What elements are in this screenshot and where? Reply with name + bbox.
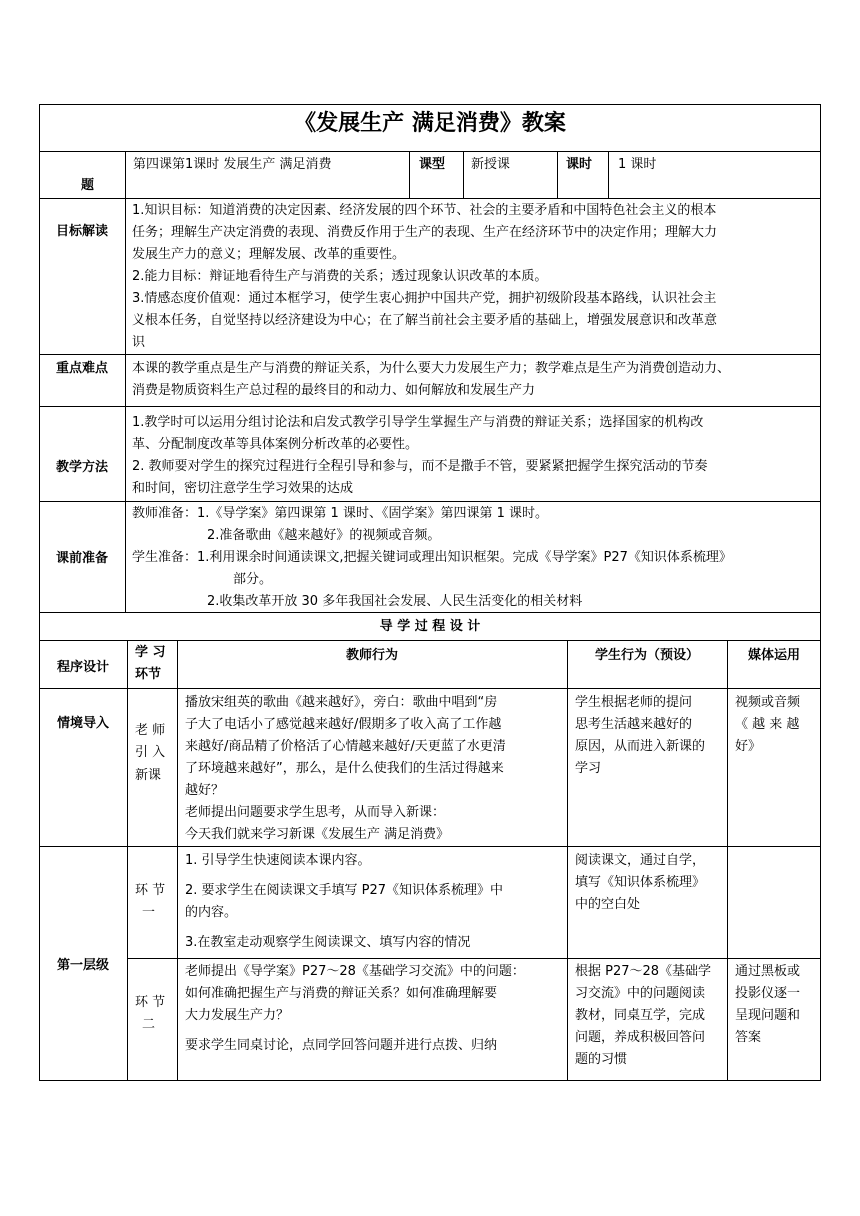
media-line: 投影仪逐一 xyxy=(735,986,801,1001)
teacher-line: 了环境越来越好”，那么，是什么使我们的生活过得越来 xyxy=(185,761,504,776)
teacher-line: 来越好/商品精了价格活了心情越来越好/天更蓝了水更清 xyxy=(185,739,506,754)
teacher-line: 老师提出《导学案》P27～28《基础学习交流》中的问题： xyxy=(185,964,525,979)
media-line: 通过黑板或 xyxy=(735,964,801,979)
column-header-design: 程序设计 xyxy=(56,660,109,675)
stage-line: 老 师 xyxy=(135,723,166,738)
divider xyxy=(409,151,410,199)
divider xyxy=(39,688,821,689)
border-bottom xyxy=(39,1080,821,1081)
teacher-line: 子大了电话小了感觉越来越好/假期多了收入高了工作越 xyxy=(185,717,502,732)
topic-label: 题 xyxy=(81,178,95,193)
divider xyxy=(39,640,821,641)
intro-design-label: 情境导入 xyxy=(56,716,109,731)
divider xyxy=(608,151,609,199)
student-line: 中的空白处 xyxy=(575,897,641,912)
column-header-media: 媒体运用 xyxy=(747,648,800,663)
stage-line: 引 入 xyxy=(135,745,166,760)
divider xyxy=(39,354,821,355)
key-points-label: 重点难点 xyxy=(55,361,108,376)
objectives-line: 发展生产力的意义；理解发展、改革的重要性。 xyxy=(132,247,406,262)
stage-line: 环 节 xyxy=(135,995,166,1010)
column-header-student: 学生行为（预设） xyxy=(594,648,699,663)
topic-value: 第四课第1课时 发展生产 满足消费 xyxy=(133,157,332,172)
student-line: 学习 xyxy=(575,761,602,776)
border-left xyxy=(39,104,40,1081)
key-points-line: 消费是物质资料生产总过程的最终目的和动力、如何解放和发展生产力 xyxy=(132,383,536,398)
divider xyxy=(39,501,821,502)
stage-line: 一 xyxy=(142,905,156,920)
column-header-stage: 学 习 xyxy=(135,645,166,660)
methods-line: 革、分配制度改革等具体案例分析改革的必要性。 xyxy=(132,437,419,452)
student-line: 思考生活越来越好的 xyxy=(575,717,693,732)
student-line: 教材，同桌互学，完成 xyxy=(575,1008,706,1023)
objectives-line: 义根本任务，自觉坚持以经济建设为中心；在了解当前社会主要矛盾的基础上，增强发展意识和改革意 xyxy=(132,313,718,328)
divider xyxy=(39,198,821,199)
teacher-line: 的内容。 xyxy=(185,905,238,920)
media-line: 呈现问题和 xyxy=(735,1008,801,1023)
divider xyxy=(39,406,821,407)
prep-line: 部分。 xyxy=(233,572,273,587)
divider xyxy=(727,640,728,1081)
methods-line: 1.教学时可以运用分组讨论法和启发式教学引导学生掌握生产与消费的辩证关系；选择国家的机构改 xyxy=(132,415,704,430)
objectives-line: 识 xyxy=(132,335,146,350)
teacher-line: 老师提出问题要求学生思考，从而导入新课： xyxy=(185,805,446,820)
prep-line: 2.收集改革开放 30 多年我国社会发展、人民生活变化的相关材料 xyxy=(207,594,583,609)
divider xyxy=(567,640,568,1081)
objectives-label: 目标解读 xyxy=(55,224,108,239)
column-header-teacher: 教师行为 xyxy=(345,648,398,663)
media-line: 好》 xyxy=(735,739,762,754)
objectives-line: 任务；理解生产决定消费的表现、消费反作用于生产的表现、生产在经济环节中的决定作用；理解大力 xyxy=(132,225,718,240)
student-line: 填写《知识体系梳理》 xyxy=(575,875,706,890)
teacher-line: 要求学生同桌讨论，点同学回答问题并进行点拨、归纳 xyxy=(185,1038,498,1053)
methods-label: 教学方法 xyxy=(55,460,108,475)
level1-design-label: 第一层级 xyxy=(56,958,109,973)
teacher-line: 如何准确把握生产与消费的辩证关系？如何准确理解要 xyxy=(185,986,498,1001)
prep-label: 课前准备 xyxy=(55,551,108,566)
teacher-line: 播放宋组英的歌曲《越来越好》，旁白：歌曲中唱到“房 xyxy=(185,695,498,710)
hours-value: 1 课时 xyxy=(618,157,657,172)
objectives-line: 3.情感态度价值观：通过本框学习，使学生衷心拥护中国共产党，拥护初级阶段基本路线，认识社会主 xyxy=(132,291,717,306)
stage-line: 环 节 xyxy=(135,883,166,898)
border-top xyxy=(39,104,821,105)
process-title: 导 学 过 程 设 计 xyxy=(379,619,481,634)
hours-label: 课时 xyxy=(566,157,593,172)
divider xyxy=(127,958,821,959)
teacher-line: 1. 引导学生快速阅读本课内容。 xyxy=(185,853,371,868)
student-line: 根据 P27～28《基础学 xyxy=(575,964,712,979)
divider xyxy=(125,151,126,613)
teacher-line: 越好？ xyxy=(185,783,225,798)
media-line: 答案 xyxy=(735,1030,762,1045)
media-line: 《 越 来 越 xyxy=(735,717,800,732)
teacher-line: 大力发展生产力？ xyxy=(185,1008,290,1023)
divider xyxy=(127,640,128,1081)
student-line: 题的习惯 xyxy=(575,1052,628,1067)
student-line: 原因，从而进入新课的 xyxy=(575,739,706,754)
methods-line: 2. 教师要对学生的探究过程进行全程引导和参与，而不是撒手不管，要紧紧把握学生探究活动的节奏 xyxy=(132,459,708,474)
divider xyxy=(177,640,178,1081)
divider xyxy=(557,151,558,199)
prep-line: 教师准备：1.《导学案》第四课第 1 课时、《固学案》第四课第 1 课时。 xyxy=(132,506,548,521)
stage-line: 二 xyxy=(142,1017,156,1032)
divider xyxy=(39,612,821,613)
stage-line: 新课 xyxy=(135,768,162,783)
objectives-line: 1.知识目标：知道消费的决定因素、经济发展的四个环节、社会的主要矛盾和中国特色社会主义的根本 xyxy=(132,203,717,218)
prep-line: 2.准备歌曲《越来越好》的视频或音频。 xyxy=(207,528,441,543)
divider xyxy=(39,846,821,847)
methods-line: 和时间，密切注意学生学习效果的达成 xyxy=(132,481,354,496)
student-line: 学生根据老师的提问 xyxy=(575,695,693,710)
column-header-stage: 环节 xyxy=(135,667,162,682)
type-label: 课型 xyxy=(419,157,446,172)
teacher-line: 3.在教室走动观察学生阅读课文、填写内容的情况 xyxy=(185,935,471,950)
teacher-line: 今天我们就来学习新课《发展生产 满足消费》 xyxy=(185,827,450,842)
objectives-line: 2.能力目标：辩证地看待生产与消费的关系；透过现象认识改革的本质。 xyxy=(132,269,548,284)
page-title: 《发展生产 满足消费》教案 xyxy=(294,111,566,136)
student-line: 习交流》中的问题阅读 xyxy=(575,986,706,1001)
type-value: 新授课 xyxy=(471,157,511,172)
student-line: 问题，养成积极回答问 xyxy=(575,1030,706,1045)
prep-line: 学生准备：1.利用课余时间通读课文,把握关键词或理出知识框架。完成《导学案》P27《知识体系梳理》 xyxy=(132,550,732,565)
divider xyxy=(463,151,464,199)
divider xyxy=(39,151,821,152)
student-line: 阅读课文，通过自学， xyxy=(575,853,706,868)
media-line: 视频或音频 xyxy=(735,695,801,710)
border-right xyxy=(820,104,821,1081)
key-points-line: 本课的教学重点是生产与消费的辩证关系，为什么要大力发展生产力；教学难点是生产为消费创造动力、 xyxy=(132,361,731,376)
teacher-line: 2. 要求学生在阅读课文手填写 P27《知识体系梳理》中 xyxy=(185,883,504,898)
